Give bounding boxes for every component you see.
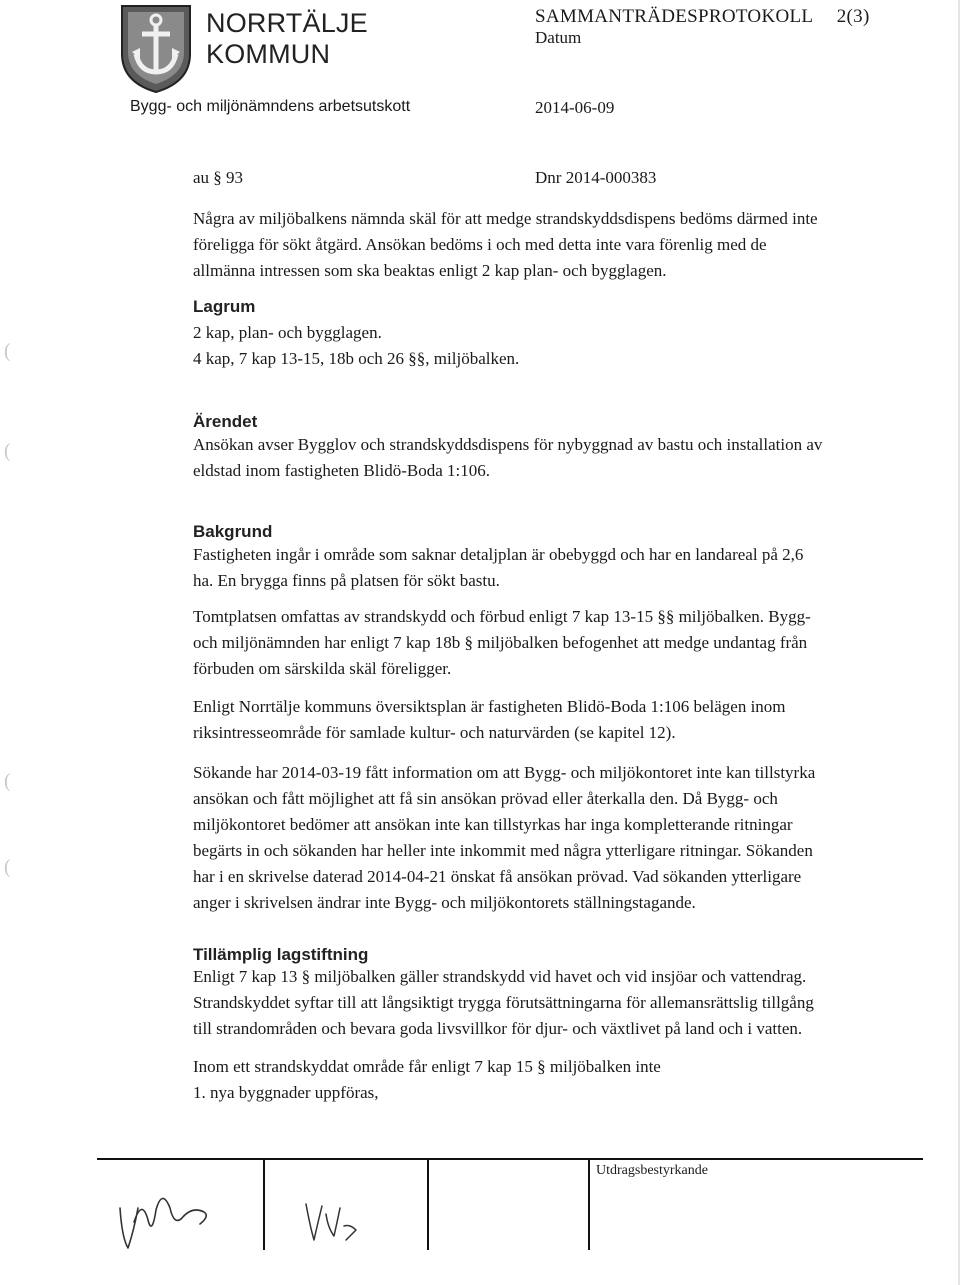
- section-heading-tillamplig: Tillämplig lagstiftning: [193, 945, 369, 964]
- committee-name: Bygg- och miljönämndens arbetsutskott: [130, 98, 411, 115]
- text-line: Sökande har 2014-03-19 fått information om att Bygg- och miljökontoret inte kan tillstyrka: [193, 763, 816, 782]
- text-line: Enligt Norrtälje kommuns översiktsplan är fastigheten Blidö-Boda 1:106 belägen inom: [193, 697, 786, 716]
- margin-mark: (: [4, 770, 11, 792]
- signature-initials-2: [300, 1196, 370, 1256]
- text-line: Inom ett strandskyddat område får enligt 7 kap 15 § miljöbalken inte: [193, 1057, 661, 1076]
- text-line: till strandområden och bevara goda livsvillkor för djur- och växtlivet på land och i vatten.: [193, 1019, 803, 1038]
- margin-mark: (: [4, 340, 11, 362]
- organization-name-line2: KOMMUN: [206, 39, 331, 69]
- text-line: eldstad inom fastigheten Blidö-Boda 1:106.: [193, 461, 490, 480]
- text-line: Enligt 7 kap 13 § miljöbalken gäller strandskydd vid havet och vid insjöar och vattendrag.: [193, 967, 807, 986]
- text-line: riksintresseområde för samlade kultur- och naturvärden (se kapitel 12).: [193, 723, 676, 742]
- certification-label: Utdragsbestyrkande: [596, 1163, 708, 1178]
- document-type: SAMMANTRÄDESPROTOKOLL: [535, 6, 813, 27]
- text-line: 1. nya byggnader uppföras,: [193, 1083, 379, 1102]
- text-line: Fastigheten ingår i område som saknar detaljplan är obebyggd och har en landareal på 2,6: [193, 545, 804, 564]
- organization-name: [206, 8, 368, 70]
- text-line: Tomtplatsen omfattas av strandskydd och förbud enligt 7 kap 13-15 §§ miljöbalken. Bygg-: [193, 607, 811, 626]
- footer-divider: [263, 1158, 265, 1250]
- footer-divider: [588, 1158, 590, 1250]
- text-line: Strandskyddet syftar till att långsiktigt trygga förutsättningarna för allemansrättslig tillgång: [193, 993, 814, 1012]
- date-label: Datum: [535, 28, 582, 47]
- text-line: Några av miljöbalkens nämnda skäl för att medge strandskyddsdispens bedöms därmed inte: [193, 209, 818, 228]
- footer-divider: [427, 1158, 429, 1250]
- page-number: 2(3): [836, 6, 870, 27]
- text-line: begärts in och sökanden har heller inte inkommit med några ytterligare ritningar. Sökanden: [193, 841, 813, 860]
- meeting-date: 2014-06-09: [535, 98, 615, 117]
- tillamplig-paragraph-1: [193, 964, 933, 1042]
- section-number: au § 93: [193, 168, 244, 187]
- bakgrund-paragraph-2: [193, 604, 933, 682]
- arendet-paragraph: [193, 432, 933, 484]
- margin-mark: (: [4, 440, 11, 462]
- text-line: ha. En brygga finns på platsen för sökt bastu.: [193, 571, 500, 590]
- text-line: föreligga för sökt åtgärd. Ansökan bedöms i och med detta inte vara förenlig med de: [193, 235, 767, 254]
- bakgrund-paragraph-4: [193, 760, 933, 916]
- signature-initials-1: [112, 1178, 232, 1262]
- text-line: ansökan och fått möjlighet att få sin ansökan prövad eller återkalla den. Då Bygg- och: [193, 789, 778, 808]
- text-line: och miljönämnden har enligt 7 kap 18b § miljöbalken befogenhet att medge undantag från: [193, 633, 808, 652]
- text-line: Ansökan avser Bygglov och strandskyddsdispens för nybyggnad av bastu och installation av: [193, 435, 823, 454]
- tillamplig-paragraph-2: [193, 1054, 933, 1106]
- section-heading-bakgrund: Bakgrund: [193, 522, 273, 541]
- intro-paragraph: [193, 206, 933, 284]
- text-line: 2 kap, plan- och bygglagen.: [193, 323, 382, 342]
- municipal-coat-of-arms: [118, 2, 194, 94]
- text-line: har i en skrivelse daterad 2014-04-21 önskat få ansökan prövad. Vad sökanden ytterligare: [193, 867, 802, 886]
- registration-number: Dnr 2014-000383: [535, 168, 657, 187]
- margin-mark: (: [4, 856, 11, 878]
- text-line: 4 kap, 7 kap 13-15, 18b och 26 §§, miljöbalken.: [193, 349, 520, 368]
- section-heading-arendet: Ärendet: [193, 412, 258, 431]
- section-heading-lagrum: Lagrum: [193, 297, 256, 316]
- document-type-line: [535, 6, 870, 28]
- organization-name-line1: NORRTÄLJE: [206, 8, 368, 38]
- bakgrund-paragraph-1: [193, 542, 933, 594]
- text-line: miljökontoret bedömer att ansökan inte kan tillstyrkas har inga kompletterande ritningar: [193, 815, 793, 834]
- bakgrund-paragraph-3: [193, 694, 933, 746]
- text-line: förbuden om särskilda skäl föreligger.: [193, 659, 452, 678]
- text-line: anger i skrivelsen ändrar inte Bygg- och miljökontorets ställningstagande.: [193, 893, 696, 912]
- lagrum-paragraph: [193, 320, 933, 372]
- footer-rule: [97, 1158, 923, 1160]
- text-line: allmänna intressen som ska beaktas enligt 2 kap plan- och bygglagen.: [193, 261, 667, 280]
